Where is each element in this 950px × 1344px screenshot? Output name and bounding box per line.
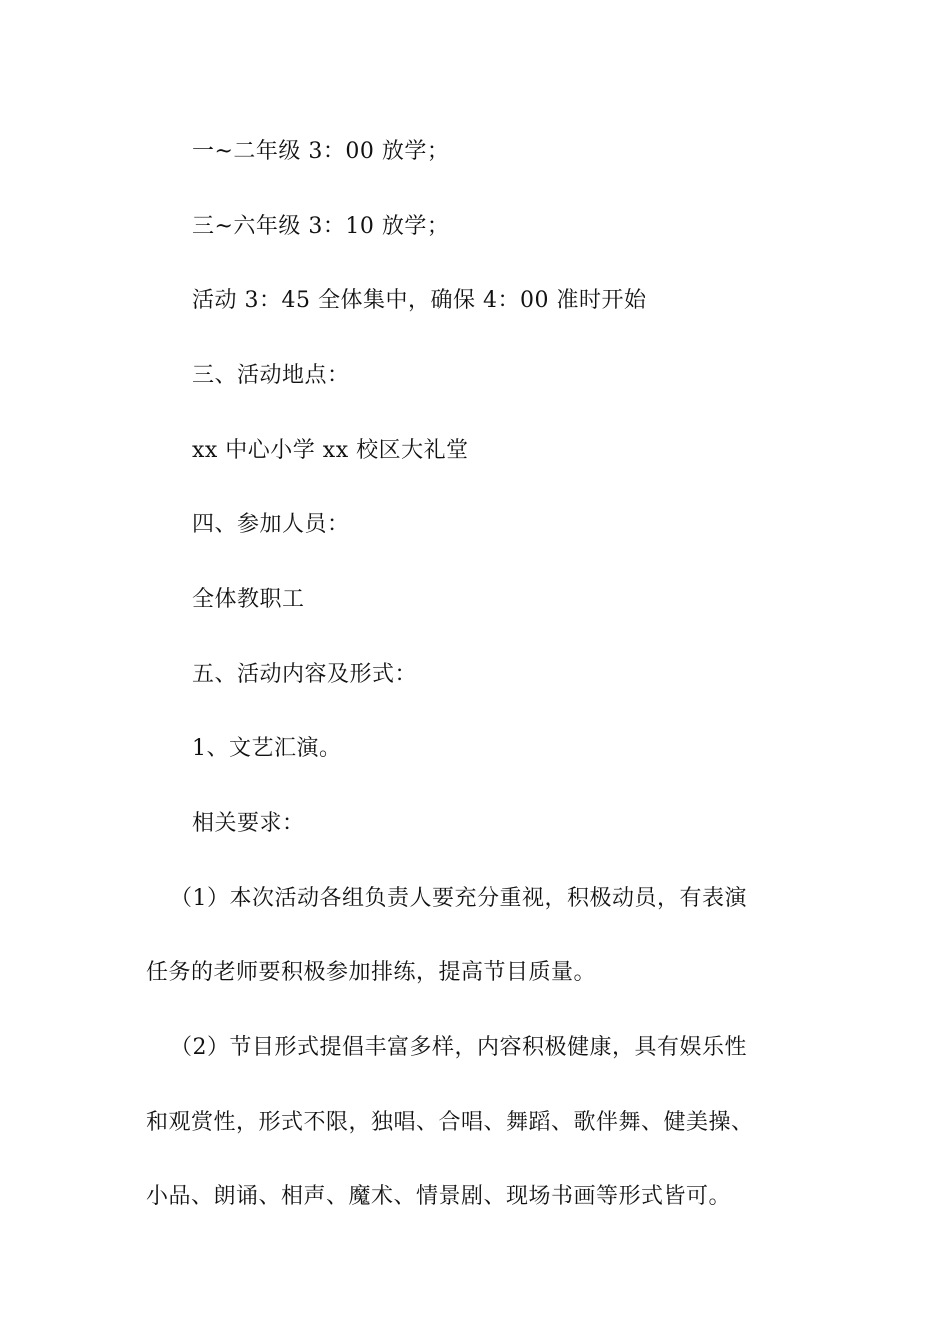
requirement-1-line-1: （1）本次活动各组负责人要充分重视，积极动员，有表演 bbox=[170, 886, 747, 911]
activity-start-time: 活动 3：45 全体集中，确保 4：00 准时开始 bbox=[192, 288, 647, 313]
schedule-grade-3-6: 三~六年级 3：10 放学； bbox=[192, 214, 450, 239]
section-heading-location: 三、活动地点： bbox=[192, 363, 350, 388]
requirements-heading: 相关要求： bbox=[192, 811, 305, 836]
section-heading-content: 五、活动内容及形式： bbox=[192, 662, 418, 687]
requirement-2-line-3: 小品、朗诵、相声、魔术、情景剧、现场书画等形式皆可。 bbox=[146, 1184, 732, 1209]
location-text: xx 中心小学 xx 校区大礼堂 bbox=[192, 438, 469, 463]
requirement-2-line-1: （2）节目形式提倡丰富多样，内容积极健康，具有娱乐性 bbox=[170, 1035, 747, 1060]
content-item-1: 1、文艺汇演。 bbox=[192, 736, 342, 761]
requirement-2-line-2: 和观赏性，形式不限，独唱、合唱、舞蹈、歌伴舞、健美操、 bbox=[146, 1110, 754, 1135]
schedule-grade-1-2: 一~二年级 3：00 放学； bbox=[192, 139, 450, 164]
requirement-1-line-2: 任务的老师要积极参加排练，提高节目质量。 bbox=[146, 960, 597, 985]
section-heading-participants: 四、参加人员： bbox=[192, 512, 350, 537]
participants-text: 全体教职工 bbox=[192, 587, 305, 612]
